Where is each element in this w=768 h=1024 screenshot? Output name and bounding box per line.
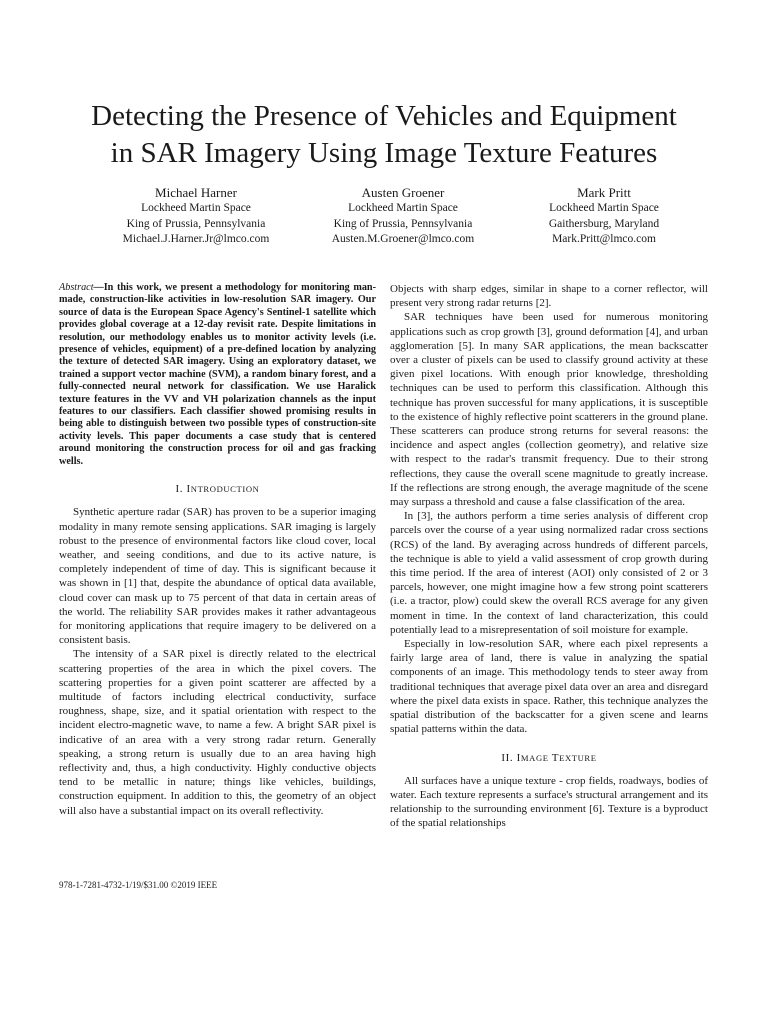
intro-paragraph-1: Synthetic aperture radar (SAR) has proven to be a superior imaging modality in many remote sensing applications. SAR imaging is largely robust to the presence of environmental factors like cloud cover, local weather, and seeing conditions, and due to its active nature, is completely independent of time of day. This is significant because it was shown in [1] that, despite the abundance of optical data available, cloud cover can mask up to 75 percent of that data in certain areas of the world. The reliability SAR provides makes it rather advantageous for monitoring applications that require imagery to be delivered on a consistent basis. <box>59 506 376 647</box>
abstract-text: In this work, we present a methodology for monitoring man-made, construction-like activities in low-resolution SAR imagery. Our source of data is the European Space Agency's Sentinel-1 satellite which provides global coverage at a 12-day revisit rate. Despite limitations in resolution, our methodology enables us to monitor activity levels (i.e. presence of vehicles, equipment) of a pre-defined location by analyzing the texture of detected SAR imagery. Using an exploratory dataset, we trained a support vector machine (SVM), a random binary forest, and a fully-connected neural network for classification. We use Haralick texture features in the VV and VH polarization channels as the input features to our classifiers. Each classifier showed promising results in being able to distinguish between two possible types of construction-site activity levels. This paper documents a case study that is centered around monitoring the construction process for oil and gas fracking wells. <box>59 282 376 467</box>
section-title-initial: I <box>186 483 191 496</box>
section-numeral: II. <box>501 751 514 764</box>
section-title-initial-2: T <box>551 751 560 764</box>
paper-title <box>40 98 728 172</box>
title-line-2: in SAR Imagery Using Image Texture Features <box>110 137 658 169</box>
intro-paragraph-4: In [3], the authors perform a time series analysis of different crop parcels over the course of a year using normalized radar cross sections (RCS) of the land. By averaging across hundreds of different parcels, the technique is able to yield a valid assessment of crop growth during this time period. If the area of interest (AOI) only consisted of 2 or 3 parcels, however, one might imagine how a few strong point scatterers (i.e. a tractor, plow) could skew the overall RCS average for any given moment in time. In the context of land characterization, this could potentially lead to a misrepresentation of soil moisture for example. <box>390 510 708 636</box>
section-title-rest-1: MAGE <box>520 752 549 763</box>
right-column <box>390 282 708 831</box>
author-email[interactable]: Mark.Pritt@lmco.com <box>552 233 656 245</box>
section-numeral: I. <box>175 483 184 496</box>
author-name: Austen Groener <box>361 185 445 200</box>
author-affiliation: Lockheed Martin Space <box>549 202 659 214</box>
section-heading-image-texture <box>390 751 708 765</box>
author-affiliation: Lockheed Martin Space <box>348 202 458 214</box>
section-title-rest-2: EXTURE <box>559 752 597 763</box>
intro-paragraph-3: SAR techniques have been used for numerous monitoring applications such as crop growth [3], ground deformation [4], and urban agglomeration [5]. In many SAR applications, the mean backscatter over a cluster of pixels can be used to classify ground activity at these given pixel locations. With enough prior knowledge, thresholding techniques can be used to perform this classification. Although this technique has proven successful for many applications, it is susceptible to the existence of highly reflective point scatterers in the ground plane. These scatterers can produce strong returns for several reasons: the incidence and aspect angles (collection geometry), and relative size with respect to the radar's transmit frequency. Due to their strong reflections, they cause the overall scene magnitude to greatly increase. If the reflections are strong enough, the average magnitude of the scene may surpass a threshold and cause a false classification of the area. <box>390 311 708 509</box>
abstract <box>59 282 376 468</box>
author-location: King of Prussia, Pennsylvania <box>126 217 266 230</box>
texture-paragraph-1: All surfaces have a unique texture - crop fields, roadways, bodies of water. Each texture represents a surface's structural arrangement and its relationship to the surrounding environment [6]. Texture is a byproduct of the spatial relationships <box>390 774 708 830</box>
abstract-dash: — <box>93 282 104 293</box>
author-email[interactable]: Michael.J.Harner.Jr@lmco.com <box>122 233 270 245</box>
section-title-rest: NTRODUCTION <box>190 484 260 495</box>
left-column <box>59 282 376 818</box>
author-name: Michael Harner <box>155 185 237 200</box>
author-location: Gaithersburg, Maryland <box>548 217 660 230</box>
title-line-1: Detecting the Presence of Vehicles and Equipment <box>91 100 677 132</box>
section-title-initial-1: I <box>516 751 521 764</box>
section-heading-introduction <box>59 482 376 496</box>
intro-paragraph-2: The intensity of a SAR pixel is directly related to the electrical scattering properties of the area in which the pixel covers. The scattering properties for a given point scatterer are affected by a multitude of factors including electrical conductivity, surface roughness, shape, size, and it spatial orientation with respect to the incident electro-magnetic wave, to name a few. A bright SAR pixel is indicative of an area with a very strong radar return. Generally speaking, a strong return is usually due to an area having high reflectivity and, thus, a high conductivity. Highly conductive objects tend to be metallic in nature; things like vehicles, buildings, construction equipment. In addition to this, the geometry of an object will also have a substantial impact on its overall reflectivity. <box>59 648 376 817</box>
author-location: King of Prussia, Pennsylvania <box>333 217 473 230</box>
intro-continuation: Objects with sharp edges, similar in shape to a corner reflector, will present very strong radar returns [2]. <box>390 283 708 310</box>
author-affiliation: Lockheed Martin Space <box>141 202 251 214</box>
abstract-label: Abstract <box>59 282 94 293</box>
intro-paragraph-5: Especially in low-resolution SAR, where each pixel represents a fairly large area of land, there is value in analyzing the spatial components of an image. This methodology tends to steer away from traditional techniques that average pixel data over an area and disregard where the pixel data exists in space. Rather, this technique analyzes the spatial distribution of the backscatter for a given scene and learns spatial patterns within the data. <box>390 638 708 736</box>
author-email[interactable]: Austen.M.Groener@lmco.com <box>331 233 475 245</box>
author-name: Mark Pritt <box>577 185 631 200</box>
author-3 <box>484 184 724 248</box>
author-1 <box>76 184 316 248</box>
copyright-footer: 978-1-7281-4732-1/19/$31.00 ©2019 IEEE <box>59 880 218 890</box>
